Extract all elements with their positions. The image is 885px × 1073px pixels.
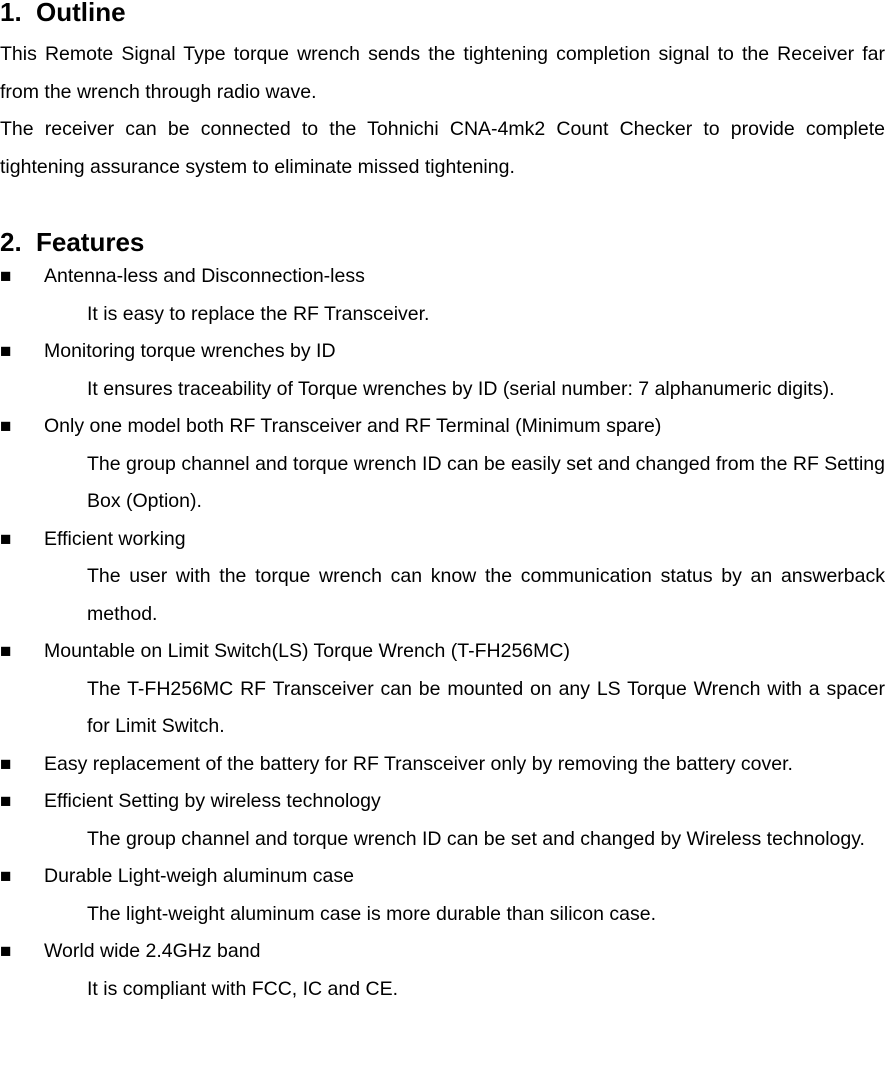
- feature-item: [0, 783, 885, 821]
- feature-title: Monitoring torque wrenches by ID: [44, 340, 336, 362]
- outline-paragraph-2: The receiver can be connected to the Tohnichi CNA-4mk2 Count Checker to provide complete tightening assurance system to eliminate missed tightening.: [0, 118, 885, 178]
- outline-heading: [0, 0, 885, 25]
- feature-description: The group channel and torque wrench ID can be easily set and changed from the RF Setting Box (Option).: [87, 452, 885, 512]
- feature-title: Antenna-less and Disconnection-less: [44, 265, 365, 287]
- feature-item: [0, 408, 885, 446]
- square-bullet-icon: ■: [0, 266, 12, 287]
- square-bullet-icon: ■: [0, 941, 12, 962]
- features-list: [0, 258, 885, 1008]
- feature-item: [0, 258, 885, 296]
- feature-description: The T-FH256MC RF Transceiver can be mounted on any LS Torque Wrench with a spacer for Limit Switch.: [87, 677, 885, 737]
- square-bullet-icon: ■: [0, 791, 12, 812]
- feature-title: Durable Light-weigh aluminum case: [44, 865, 354, 887]
- feature-title: World wide 2.4GHz band: [44, 940, 261, 962]
- outline-heading-number: 1.: [0, 0, 22, 27]
- feature-description: It ensures traceability of Torque wrenches by ID (serial number: 7 alphanumeric digits).: [87, 377, 835, 400]
- feature-item: [0, 333, 885, 371]
- square-bullet-icon: ■: [0, 416, 12, 437]
- feature-description: The user with the torque wrench can know the communication status by an answerback method.: [87, 565, 885, 625]
- feature-title: Efficient working: [44, 527, 186, 550]
- feature-item: [0, 858, 885, 896]
- square-bullet-icon: ■: [0, 753, 12, 775]
- outline-heading-title: Outline: [36, 0, 126, 27]
- feature-item: [0, 746, 885, 784]
- features-heading-title: Features: [36, 227, 145, 257]
- feature-item: [0, 933, 885, 971]
- feature-item: [0, 633, 885, 671]
- features-heading-number: 2.: [0, 227, 22, 257]
- feature-description: It is compliant with FCC, IC and CE.: [87, 977, 399, 1000]
- square-bullet-icon: ■: [0, 866, 12, 887]
- feature-title: Mountable on Limit Switch(LS) Torque Wrench (T-FH256MC): [44, 640, 570, 662]
- feature-title: Efficient Setting by wireless technology: [44, 790, 381, 812]
- square-bullet-icon: ■: [0, 641, 12, 662]
- square-bullet-icon: ■: [0, 528, 12, 550]
- feature-description: The group channel and torque wrench ID can be set and changed by Wireless technology.: [87, 827, 865, 850]
- features-heading: [0, 229, 885, 255]
- square-bullet-icon: ■: [0, 341, 12, 362]
- outline-paragraph-1: This Remote Signal Type torque wrench sends the tightening completion signal to the Receiver far from the wrench through radio wave.: [0, 43, 885, 103]
- feature-title: Easy replacement of the battery for RF Transceiver only by removing the battery cover.: [44, 752, 793, 775]
- feature-title: Only one model both RF Transceiver and RF Terminal (Minimum spare): [44, 415, 662, 437]
- feature-item: [0, 521, 885, 559]
- feature-description: It is easy to replace the RF Transceiver.: [87, 302, 430, 325]
- feature-description: The light-weight aluminum case is more durable than silicon case.: [87, 902, 657, 925]
